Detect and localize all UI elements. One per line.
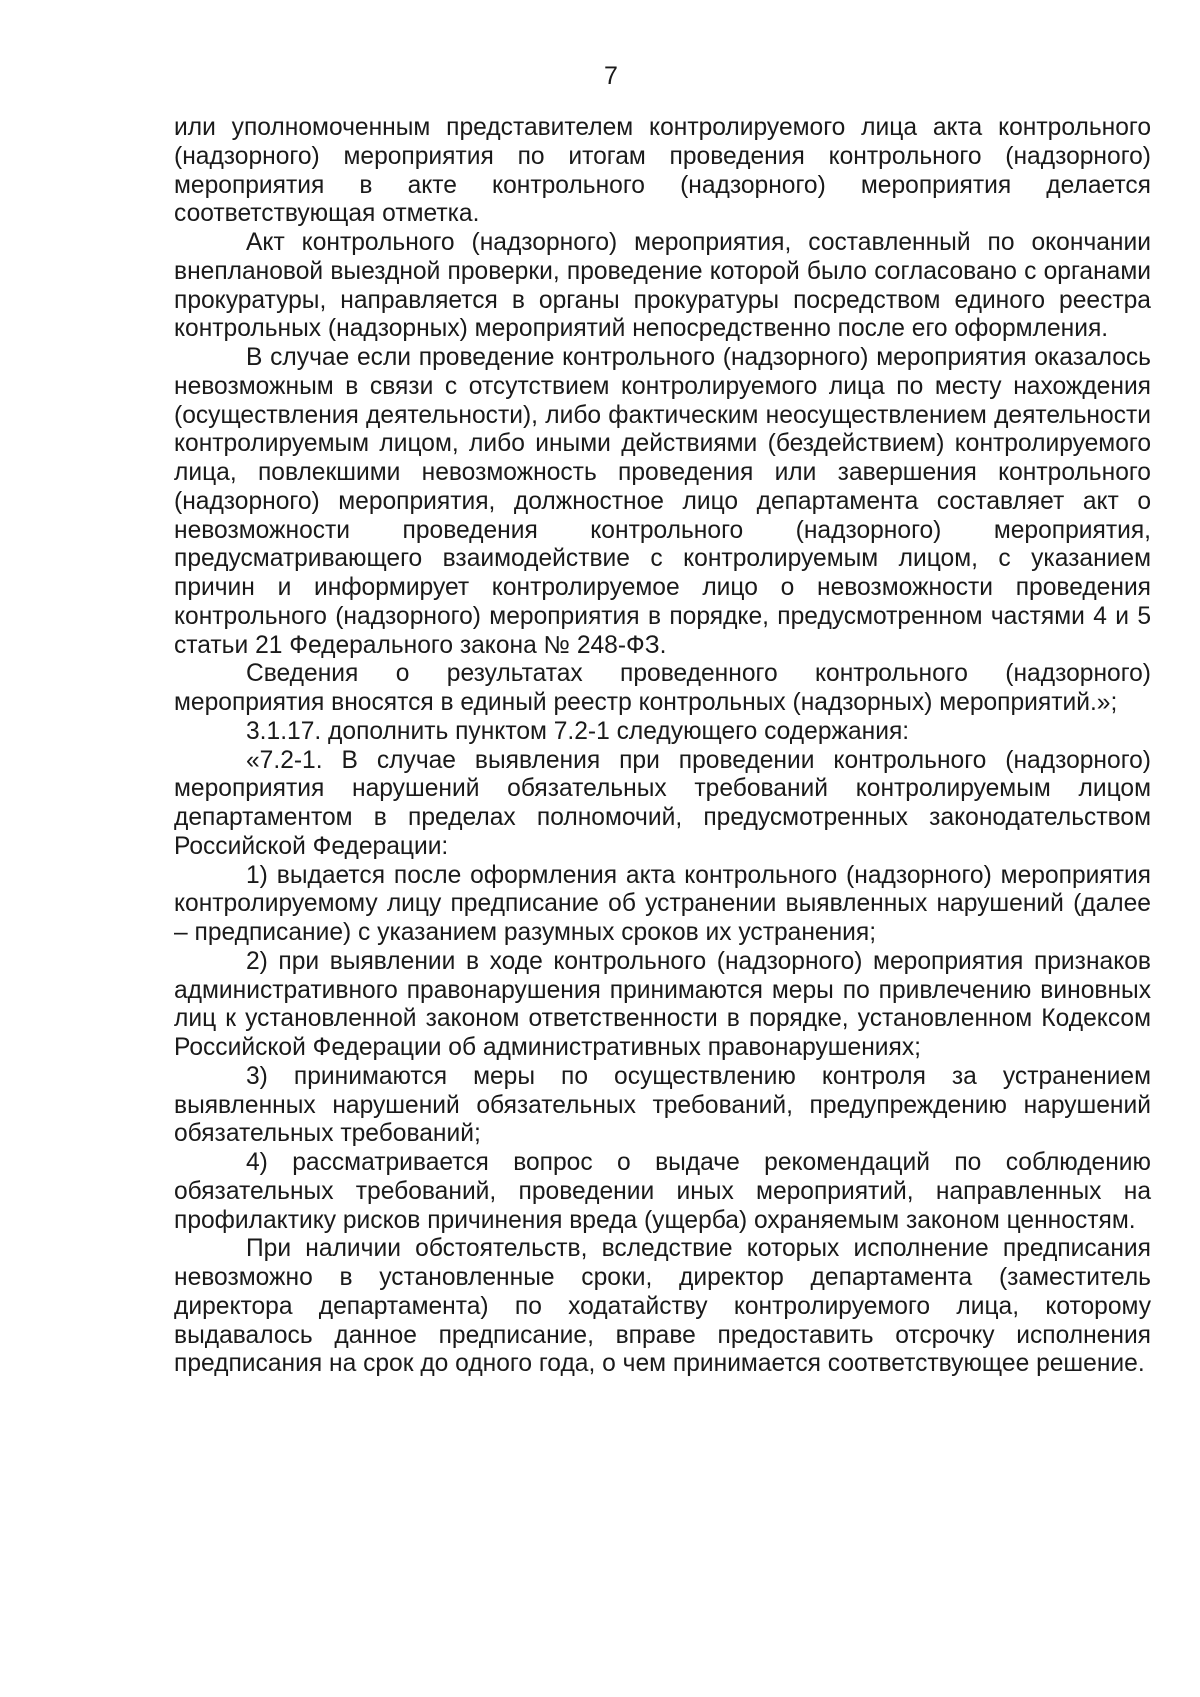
page-number: 7 — [604, 62, 618, 90]
paragraph-impossibility-act: В случае если проведение контрольного (надзорного) мероприятия оказалось невозможным в связи с отсутствием контролируемого лица по месту нахождения (осуществления деятельности), либо фактическим неосуществлением деятельности контролируемым лицом, либо иными действиями (бездействием) контролируемого лица, повлекшими невозможность проведения или завершения контрольного (надзорного) мероприятия, должностное лицо департамента составляет акт о невозможности проведения контрольного (надзорного) мероприятия, предусматривающего взаимодействие с контролируемым лицом, с указанием причин и информирует контролируемое лицо о невозможности проведения контрольного (надзорного) мероприятия в порядке, предусмотренном частями 4 и 5 статьи 21 Федерального закона № 248-ФЗ. — [174, 344, 1151, 659]
list-item-4: 4) рассматривается вопрос о выдаче рекомендаций по соблюдению обязательных требований, проведении иных мероприятий, направленных на профилактику рисков причинения вреда (ущерба) охраняемым законом ценностям. — [174, 1149, 1151, 1234]
list-item-1: 1) выдается после оформления акта контрольного (надзорного) мероприятия контролируемому лицу предписание об устранении выявленных нарушений (далее – предписание) с указанием разумных сроков их устранения; — [174, 861, 1151, 946]
paragraph-act-prosecutor: Акт контрольного (надзорного) мероприятия, составленный по окончании внеплановой выездной проверки, проведение которой было согласовано с органами прокуратуры, направляется в органы прокуратуры посредством единого реестра контрольных (надзорных) мероприятий непосредственно после его оформления. — [174, 229, 1151, 343]
paragraph-deferral: При наличии обстоятельств, вследствие которых исполнение предписания невозможно в установленные сроки, директор департамента (заместитель директора департамента) по ходатайству контролируемого лица, которому выдавалось данное предписание, вправе предоставить отсрочку исполнения предписания на срок до одного года, о чем принимается соответствующее решение. — [174, 1235, 1151, 1378]
paragraph-register-info: Сведения о результатах проведенного контрольного (надзорного) мероприятия вносятся в единый реестр контрольных (надзорных) мероприятий.»; — [174, 660, 1151, 716]
paragraph-continuation: или уполномоченным представителем контролируемого лица акта контрольного (надзорного) мероприятия по итогам проведения контрольного (надзорного) мероприятия в акте контрольного (надзорного) мероприятия делается соответствующая отметка. — [174, 114, 1151, 228]
list-item-2: 2) при выявлении в ходе контрольного (надзорного) мероприятия признаков административного правонарушения принимаются меры по привлечению виновных лиц к установленной законом ответственности в порядке, установленном Кодексом Российской Федерации об административных правонарушениях; — [174, 947, 1151, 1061]
paragraph-amendment-3-1-17: 3.1.17. дополнить пунктом 7.2-1 следующего содержания: — [246, 717, 910, 745]
document-body — [174, 114, 1151, 1379]
paragraph-clause-7-2-1: «7.2-1. В случае выявления при проведении контрольного (надзорного) мероприятия нарушений обязательных требований контролируемым лицом департаментом в пределах полномочий, предусмотренных законодательством Российской Федерации: — [174, 746, 1151, 860]
list-item-3: 3) принимаются меры по осуществлению контроля за устранением выявленных нарушений обязательных требований, предупреждению нарушений обязательных требований; — [174, 1062, 1151, 1148]
